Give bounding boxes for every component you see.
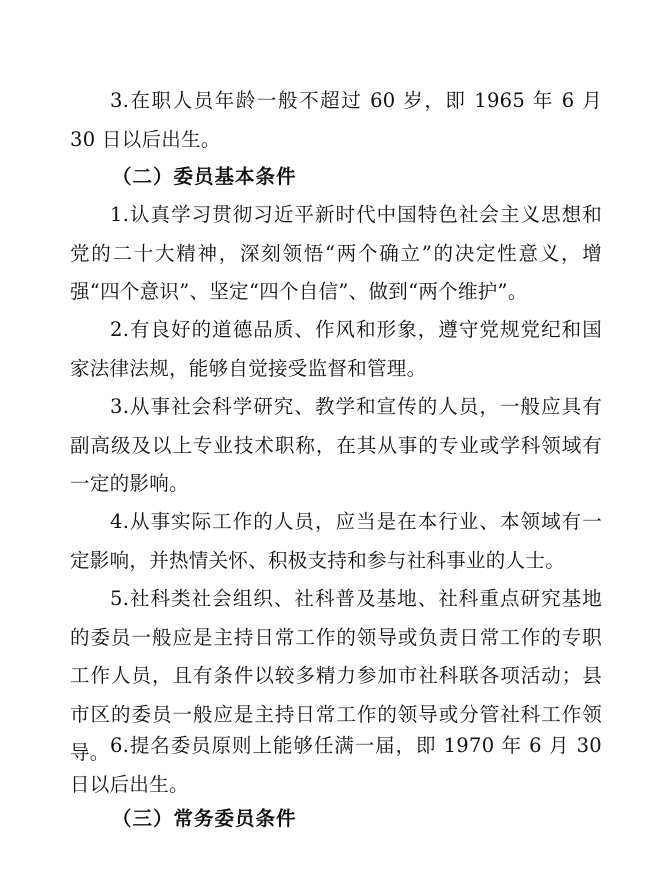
paragraph-age-requirement: 3.在职人员年龄一般不超过 60 岁，即 1965 年 6 月 30 日以后出生。	[70, 89, 602, 151]
paragraph-condition-1: 1.认真学习贯彻习近平新时代中国特色社会主义思想和党的二十大精神，深刻领悟“两个确立”的决定性意义，增强“四个意识”、坚定“四个自信”、做到“两个维护”。	[70, 203, 602, 303]
paragraph-condition-6: 6.提名委员原则上能够任满一届，即 1970 年 6 月 30 日以后出生。	[70, 734, 602, 796]
section-heading-basic-conditions: （二）委员基本条件	[112, 165, 297, 188]
paragraph-condition-2: 2.有良好的道德品质、作风和形象，遵守党规党纪和国家法律法规，能够自觉接受监督和管理。	[70, 318, 602, 380]
paragraph-condition-3: 3.从事社会科学研究、教学和宣传的人员，一般应具有副高级及以上专业技术职称，在其从事的专业或学科领域有一定的影响。	[70, 395, 602, 495]
section-heading-standing-conditions: （三）常务委员条件	[112, 807, 297, 830]
paragraph-condition-4: 4.从事实际工作的人员，应当是在本行业、本领域有一定影响，并热情关怀、积极支持和参与社科事业的人士。	[70, 510, 602, 572]
paragraph-condition-5: 5.社科类社会组织、社科普及基地、社科重点研究基地的委员一般应是主持日常工作的领导或负责日常工作的专职工作人员，且有条件以较多精力参加市社科联各项活动；县市区的委员一般应是主持日常工作的领导或分管社科工作领导。	[70, 587, 602, 764]
